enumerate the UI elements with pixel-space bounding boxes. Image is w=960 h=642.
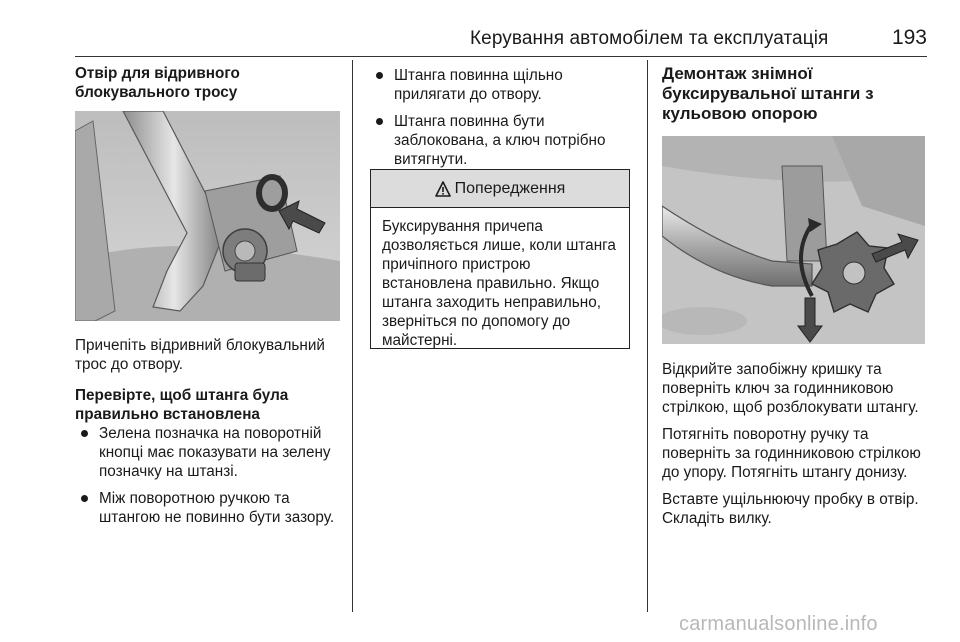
column-3-lower [662,360,930,536]
warning-box [370,169,630,349]
instruction-paragraph: Потягніть поворотну ручку та поверніть за годинниковою стрілкою до упору. Потягніть штангу донизу. [662,426,921,481]
warning-header [371,170,629,208]
header-rule [75,56,927,57]
column-divider [647,60,648,612]
list-item [370,112,635,169]
column-1 [75,64,350,102]
check-heading-line: Перевірте, щоб штанга була [75,387,289,404]
check-heading [75,386,350,424]
illustration-towbar-removal [662,136,925,344]
check-heading-line: правильно встановлена [75,406,260,423]
list-item-text: Штанга повинна бути заблокована, а ключ потрібно витягнути. [394,113,606,168]
illustration-towbar-eye [75,111,340,321]
figure-breakaway-cable-eye [75,111,340,321]
section-heading-line: кульовою опорою [662,104,818,123]
check-bullet-list [75,424,350,527]
list-item [370,66,635,104]
list-item-text: Штанга повинна щільно прилягати до отвору. [394,67,563,103]
list-item-text: Між поворотною ручкою та штангою не повинно бути зазору. [99,490,335,526]
figure-caption: Причепіть відривний блокувальний трос до отвору. [75,337,325,373]
bullet-icon [376,72,383,79]
list-item-text: Зелена позначка на поворотній кнопці має показувати на зелену позначку на штанзі. [99,425,331,480]
section-heading-line: Демонтаж знімної [662,64,813,83]
bullet-icon [376,118,383,125]
page-number: 193 [891,26,927,49]
warning-text: Буксирування причепа дозволяється лише, коли штанга причіпного пристрою встановлена правильно. Якщо штанга заходить неправильно, зверніться по допомогу до майстерні. [382,218,616,349]
page-header-title: Керування автомобілем та експлуатація [470,28,829,49]
section-heading-line: Отвір для відривного [75,65,240,82]
section-heading-tow-eye [75,64,350,102]
column-3 [662,64,930,124]
bullet-icon [81,495,88,502]
warning-title: Попередження [454,179,566,197]
list-item [75,424,350,481]
column-divider [352,60,353,612]
column-2 [370,66,635,177]
column-1-lower [75,336,350,535]
section-heading-line: блокувального тросу [75,84,238,101]
requirement-bullet-list [370,66,635,169]
instruction-paragraph: Відкрийте запобіжну кришку та поверніть ключ за годинниковою стрілкою, щоб розблокувати штангу. [662,361,919,416]
section-heading-line: буксирувальної штанги з [662,84,874,103]
bullet-icon [81,430,88,437]
warning-triangle-icon [435,181,451,197]
instruction-paragraph: Вставте ущільнюючу пробку в отвір. Складіть вилку. [662,491,919,527]
section-heading-removal [662,64,930,124]
watermark: carmanualsonline.info [679,613,878,635]
list-item [75,489,350,527]
figure-towbar-removal [662,136,925,344]
